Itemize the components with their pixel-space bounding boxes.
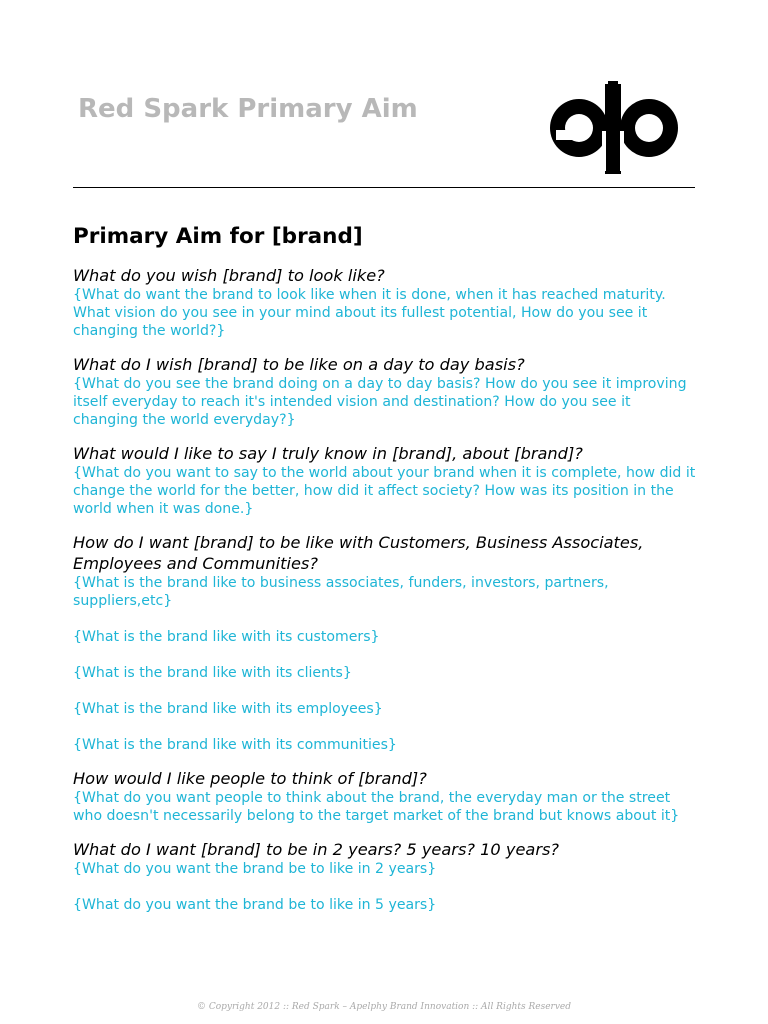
question-text: What do I wish [brand] to be like on a day to day basis? [73,355,525,374]
section-relationships [73,532,698,754]
section-future-years [73,839,698,914]
answer-text: {What do you want to say to the world about your brand when it is complete, how did it change the world for the better, how did it affect society? How was its position in the world when it was done.} [73,465,696,517]
answer-text: {What is the brand like with its communities} [73,737,397,753]
question-text: What would I like to say I truly know in [brand], about [brand]? [73,444,583,463]
document-heading: Primary Aim for [brand] [73,224,363,249]
answer-text: {What do you want the brand be to like in 5 years} [73,897,437,913]
question-text: How do I want [brand] to be like with Customers, Business Associates, Employees and Communities? [73,533,644,573]
question-text: What do I want [brand] to be in 2 years? 5 years? 10 years? [73,840,560,859]
answer-text: {What do you see the brand doing on a day to day basis? How do you see it improving itself everyday to reach it's intended vision and destination? How do you see it changing the world everyday?} [73,376,687,428]
answer-text: {What do you want the brand be to like in 2 years} [73,861,437,877]
section-look [73,265,698,340]
section-public-perception [73,768,698,825]
section-day-to-day [73,354,698,429]
question-text: What do you wish [brand] to look like? [73,266,385,285]
answer-text: {What is the brand like to business associates, funders, investors, partners, suppliers,etc} [73,575,609,609]
answer-text: {What is the brand like with its employees} [73,701,383,717]
section-truly-know [73,443,698,518]
answer-text: {What is the brand like with its customers} [73,629,380,645]
document-body [73,224,698,928]
aip-logo [542,79,688,179]
question-text: How would I like people to think of [brand]? [73,769,427,788]
header-divider [73,187,695,188]
copyright-footer: © Copyright 2012 :: Red Spark – Apelphy Brand Innovation :: All Rights Reserved [196,1002,572,1012]
answer-text: {What do want the brand to look like when it is done, when it has reached maturity. What vision do you see in your mind about its fullest potential, How do you see it changing the world?} [73,287,666,339]
page-title: Red Spark Primary Aim [78,94,418,124]
answer-text: {What is the brand like with its clients} [73,665,352,681]
answer-text: {What do you want people to think about the brand, the everyday man or the street who doesn't necessarily belong to the target market of the brand but knows about it} [73,790,680,824]
